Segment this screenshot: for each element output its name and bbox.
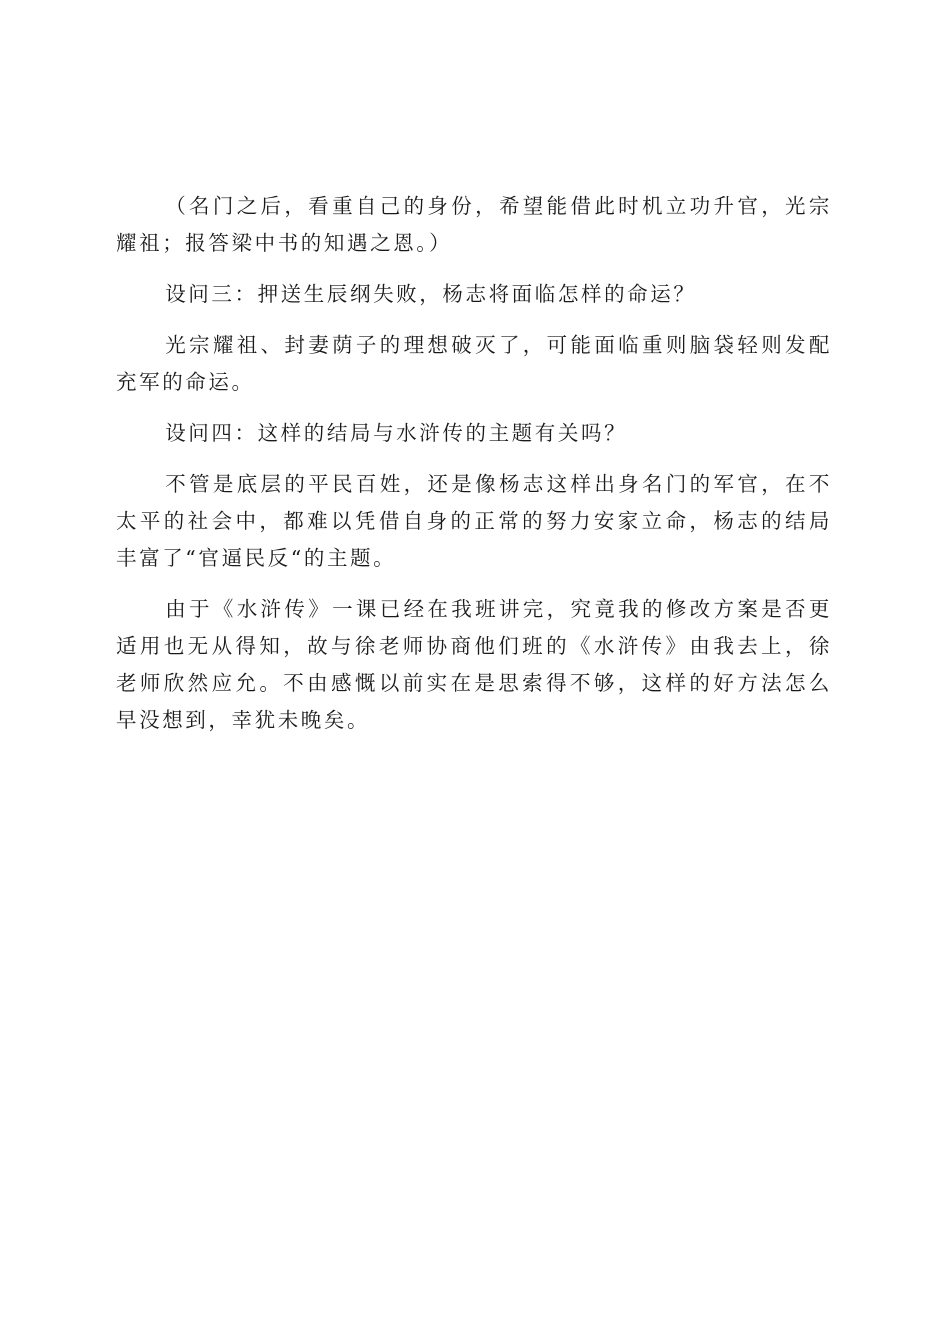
paragraph-answer-two: （名门之后，看重自己的身份，希望能借此时机立功升官，光宗耀祖；报答梁中书的知遇之恩。）: [116, 194, 832, 255]
paragraph-reflection: 由于《水浒传》一课已经在我班讲完，究竟我的修改方案是否更适用也无从得知，故与徐老师协商他们班的《水浒传》由我去上，徐老师欣然应允。不由感慨以前实在是思索得不够，这样的好方法怎么早没想到，幸犹未晚矣。: [116, 597, 832, 732]
paragraph-question-three: 设问三：押送生辰纲失败，杨志将面临怎样的命运？: [165, 282, 697, 306]
document-body: [116, 188, 832, 753]
paragraph-answer-three: 光宗耀祖、封妻荫子的理想破灭了，可能面临重则脑袋轻则发配充军的命运。: [116, 333, 832, 394]
paragraph-question-four: 设问四：这样的结局与水浒传的主题有关吗？: [165, 421, 628, 445]
paragraph-answer-four: 不管是底层的平民百姓，还是像杨志这样出身名门的军官，在不太平的社会中，都难以凭借自身的正常的努力安家立命，杨志的结局丰富了“官逼民反“的主题。: [116, 472, 832, 570]
